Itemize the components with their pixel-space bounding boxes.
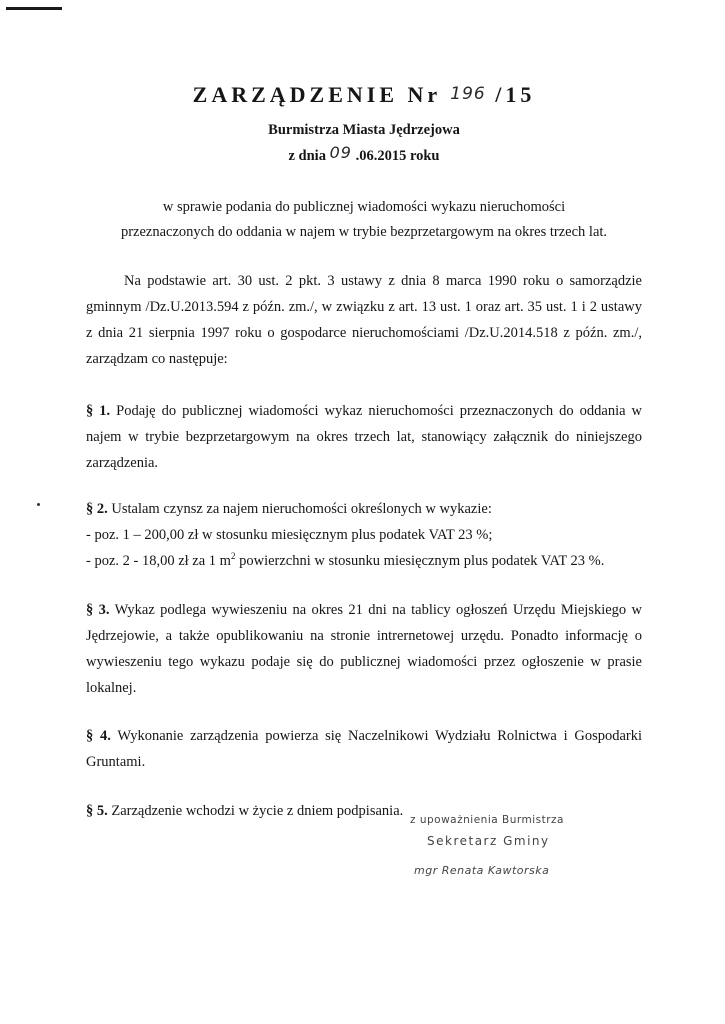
section-5-text: Zarządzenie wchodzi w życie z dniem podpisania. <box>111 803 404 819</box>
section-2 <box>86 496 642 574</box>
issuer-line: Burmistrza Miasta Jędrzejowa <box>268 122 460 138</box>
section-3-text: Wykaz podlega wywieszeniu na okres 21 dni na tablicy ogłoszeń Urzędu Miejskiego w Jędrzejowie, a także opublikowaniu na stronie intrernetowej urzędu. Ponadto informację o wywieszeniu tego wykazu podaje się do publicznej wiadomości przez ogłoszenie w prasie lokalnej. <box>86 602 642 696</box>
section-2-intro <box>86 496 642 522</box>
stamp-title: Sekretarz Gminy <box>427 834 550 848</box>
section-1 <box>86 398 642 476</box>
scan-dot <box>37 503 40 506</box>
document-title <box>86 82 642 108</box>
item-2-text-b: powierzchni w stosunku miesięcznym plus podatek VAT 23 %. <box>235 553 605 569</box>
date-suffix: .06.2015 roku <box>355 148 440 164</box>
preamble-paragraph: Na podstawie art. 30 ust. 2 pkt. 3 ustawy z dnia 8 marca 1990 roku o samorządzie gminnym /Dz.U.2013.594 z późn. zm./, w związku z art. 13 ust. 1 oraz art. 35 ust. 1 i 2 ustawy z dnia 21 sierpnia 1997 roku o gospodarce nieruchomościami /Dz.U.2014.518 z późn. zm./, zarządzam co następuje: <box>86 273 642 367</box>
scan-edge-mark <box>6 7 62 10</box>
section-3-label: § 3. <box>86 602 110 618</box>
item-2-superscript: 2 <box>230 551 236 562</box>
handwritten-number: 196 <box>450 84 486 104</box>
section-4-label: § 4. <box>86 728 111 744</box>
stamp-authorization: z upoważnienia Burmistrza <box>410 814 564 826</box>
section-2-item-2 <box>86 548 642 574</box>
section-5-label: § 5. <box>86 803 108 819</box>
section-4-text: Wykonanie zarządzenia powierza się Naczelnikowi Wydziału Rolnictwa i Gospodarki Gruntami. <box>86 728 643 770</box>
section-2-label: § 2. <box>86 501 108 517</box>
subject-line-1: w sprawie podania do publicznej wiadomości wykazu nieruchomości <box>162 199 566 215</box>
date-prefix: z dnia <box>288 148 326 164</box>
stamp-name: mgr Renata Kawtorska <box>414 864 550 877</box>
section-3 <box>86 597 642 701</box>
section-2-item-1: - poz. 1 – 200,00 zł w stosunku miesięcznym plus podatek VAT 23 %; <box>86 527 493 543</box>
subject-line-2: przeznaczonych do oddania w najem w trybie bezprzetargowym na okres trzech lat. <box>120 224 608 240</box>
section-2-text: Ustalam czynsz za najem nieruchomości określonych w wykazie: <box>111 501 492 517</box>
title-prefix: ZARZĄDZENIE Nr <box>192 82 441 107</box>
section-1-text: Podaję do publicznej wiadomości wykaz nieruchomości przeznaczonych do oddania w najem w trybie bezprzetargowym na okres trzech lat, stanowiący załącznik do niniejszego zarządzenia. <box>86 403 642 471</box>
title-suffix: /15 <box>495 82 536 107</box>
section-4 <box>86 723 642 775</box>
date-line <box>86 145 642 165</box>
item-2-text-a: - poz. 2 - 18,00 zł za 1 m <box>86 553 231 569</box>
handwritten-day: 09 <box>329 143 352 162</box>
subject-block <box>86 195 642 245</box>
section-1-label: § 1. <box>86 403 111 419</box>
